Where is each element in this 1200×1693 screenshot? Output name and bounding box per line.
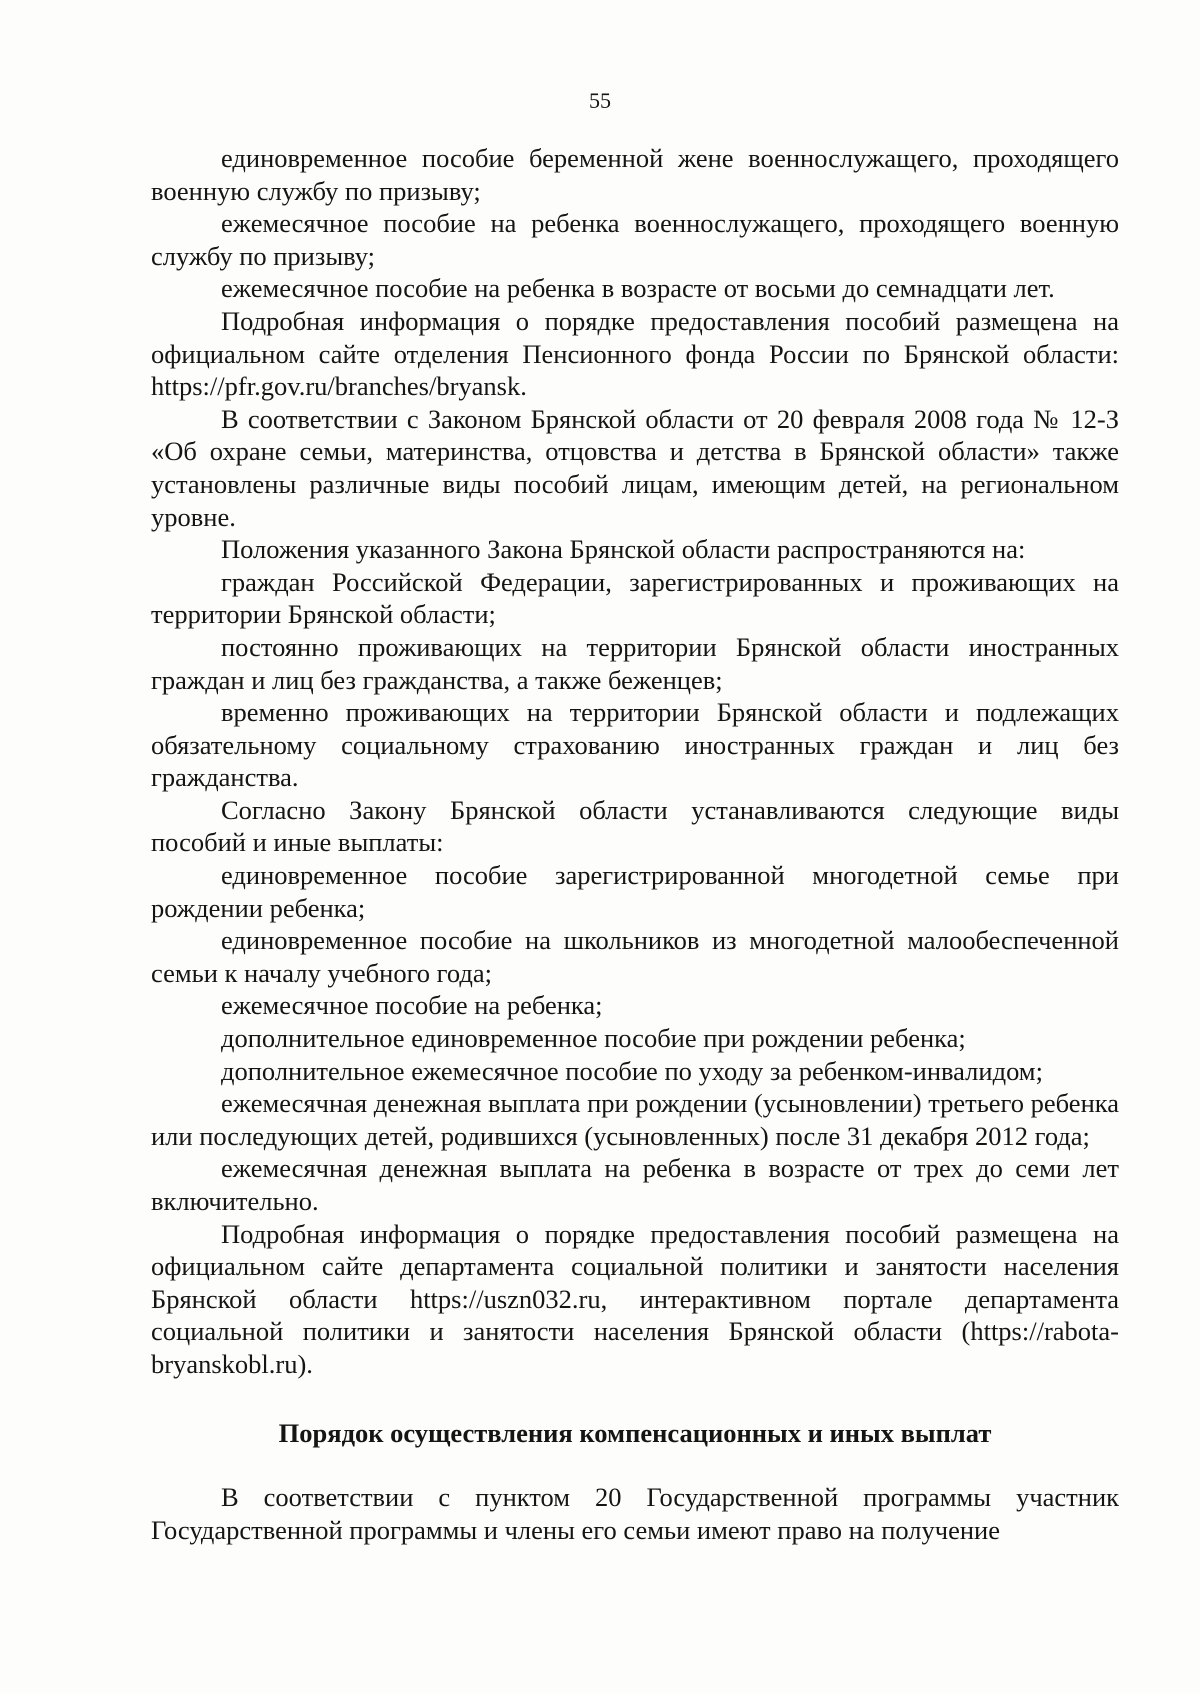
paragraph: ежемесячное пособие на ребенка в возрасте от восьми до семнадцати лет. [221, 273, 1055, 304]
page-number: 55 [589, 88, 611, 113]
paragraph: временно проживающих на территории Брянской области и подлежащих обязательному социальному страхованию иностранных граждан и лиц без гражданства. [151, 697, 1119, 793]
paragraph: В соответствии с Законом Брянской области от 20 февраля 2008 года № 12-З «Об охране семьи, материнства, отцовства и детства в Брянской области» также установлены различные виды пособий лицам, имеющим детей, на региональном уровне. [151, 403, 1119, 532]
paragraph: В соответствии с пунктом 20 Государственной программы участник Государственной программы и члены его семьи имеют право на получение [151, 1482, 1119, 1545]
paragraph: ежемесячная денежная выплата при рождении (усыновлении) третьего ребенка или последующих детей, родившихся (усыновленных) после 31 декабря 2012 года; [151, 1088, 1119, 1151]
paragraph: ежемесячное пособие на ребенка; [221, 990, 603, 1021]
paragraph: Подробная информация о порядке предоставления пособий размещена на официальном сайте департамента социальной политики и занятости населения Брянской области https://uszn032.ru, интерактивном портале департамента социальной политики и занятости населения Брянской области (https://rabota-bryanskobl.ru). [151, 1218, 1119, 1379]
paragraph: дополнительное ежемесячное пособие по уходу за ребенком-инвалидом; [221, 1055, 1043, 1086]
paragraph: ежемесячное пособие на ребенка военнослужащего, проходящего военную службу по призыву; [151, 208, 1119, 271]
paragraph: постоянно проживающих на территории Брянской области иностранных граждан и лиц без гражданства, а также беженцев; [151, 631, 1119, 695]
paragraph: единовременное пособие зарегистрированной многодетной семье при рождении ребенка; [151, 860, 1119, 923]
paragraph: дополнительное единовременное пособие при рождении ребенка; [221, 1023, 966, 1054]
section-heading: Порядок осуществления компенсационных и иных выплат [278, 1417, 992, 1448]
paragraph: граждан Российской Федерации, зарегистрированных и проживающих на территории Брянской области; [151, 566, 1119, 630]
paragraph: единовременное пособие беременной жене военнослужащего, проходящего военную службу по призыву; [151, 143, 1119, 206]
document-body [151, 142, 1119, 1546]
paragraph: Согласно Закону Брянской области устанавливаются следующие виды пособий и иные выплаты: [151, 794, 1119, 858]
paragraph: единовременное пособие на школьников из многодетной малообеспеченной семьи к началу учебного года; [151, 925, 1119, 988]
paragraph: ежемесячная денежная выплата на ребенка в возрасте от трех до семи лет включительно. [151, 1153, 1119, 1216]
paragraph: Подробная информация о порядке предоставления пособий размещена на официальном сайте отделения Пенсионного фонда России по Брянской области: https://pfr.gov.ru/branches/bryansk. [151, 305, 1119, 402]
paragraph: Положения указанного Закона Брянской области распространяются на: [221, 534, 1026, 565]
